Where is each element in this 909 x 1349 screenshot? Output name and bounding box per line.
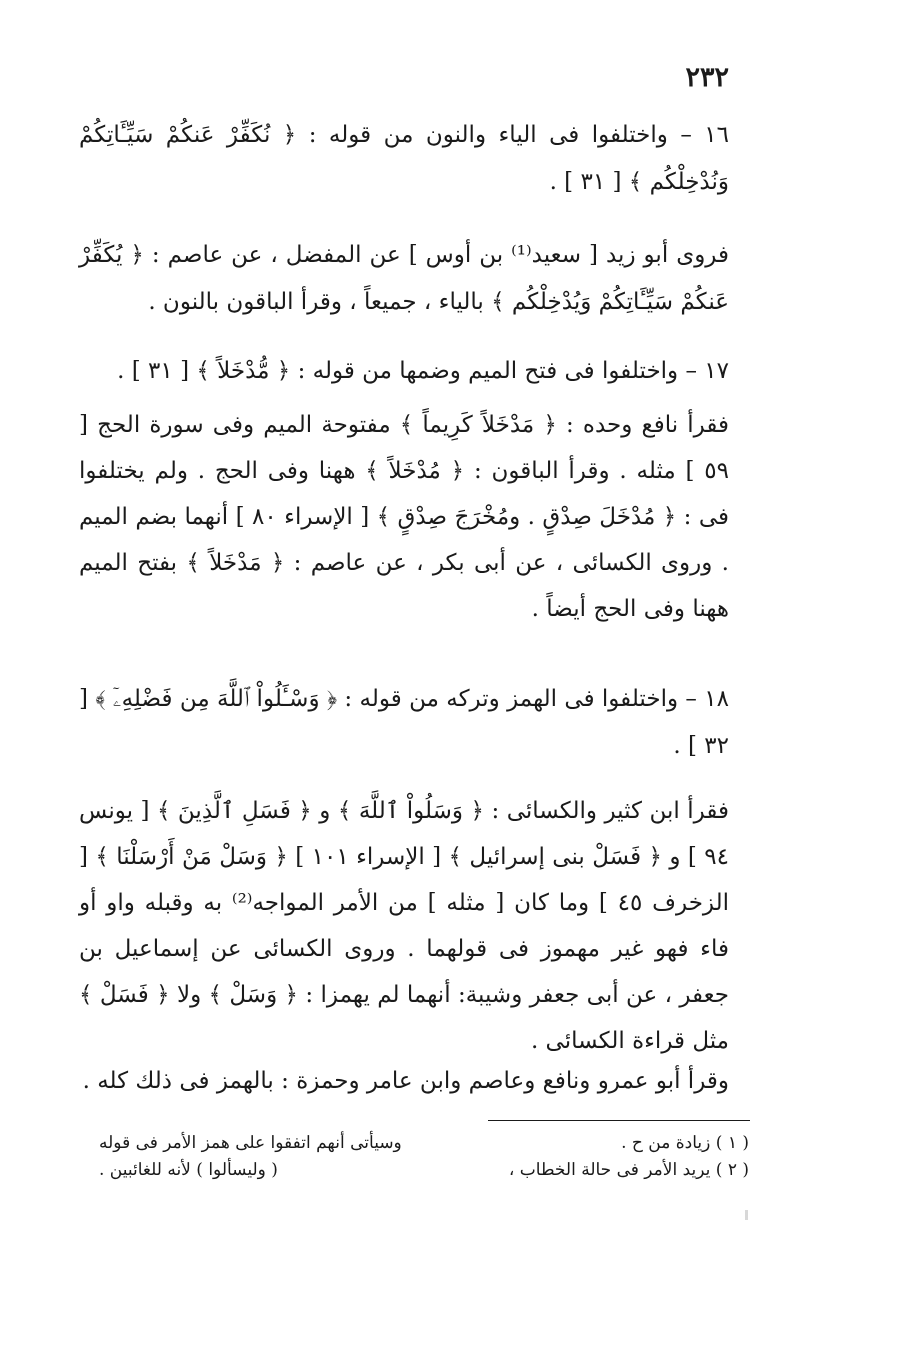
footnote-2-text: ( ٢ ) يريد الأمر فى حالة الخطاب ، — [508, 1160, 749, 1180]
footnote-2 — [99, 1157, 749, 1184]
footnotes — [99, 1130, 749, 1184]
footnote-1 — [99, 1130, 749, 1157]
paragraph-18: ١٨ – واختلفوا فى الهمز وتركه من قوله : ﴿ وَسْـَٔلُواْ ٱللَّهَ مِن فَضْلِهِۦٓ ﴾ [ ٣٢ ] . — [79, 686, 729, 759]
paragraph-16-reading: فروى أبو زيد [ سعيد⁽¹⁾ بن أوس ] عن المفضل ، عن عاصم : ﴿ يُكَفِّرْ عَنكُمْ سَيِّـَٔاتِكُمْ وَيُدْخِلْكُم ﴾ بالياء ، جميعاً ، وقرأ الباقون بالنون . — [79, 242, 729, 315]
paragraph-18-others: وقرأ أبو عمرو ونافع وعاصم وابن عامر وحمزة : بالهمز فى ذلك كله . — [82, 1068, 729, 1094]
footnote-1-text: ( ١ ) زيادة من ح . — [621, 1133, 749, 1153]
paragraph-17: ١٧ – واختلفوا فى فتح الميم وضمها من قوله : ﴿ مُّدْخَلاً ﴾ [ ٣١ ] . — [117, 358, 729, 384]
footnote-divider — [488, 1120, 750, 1121]
paragraph-16: ١٦ – واختلفوا فى الياء والنون من قوله : ﴿ نُكَفِّرْ عَنكُمْ سَيِّـَٔاتِكُمْ وَنُدْخِلْكُم ﴾ [ ٣١ ] . — [79, 122, 729, 195]
scan-speck — [745, 1210, 748, 1220]
paragraph-17-reading: فقرأ نافع وحده : ﴿ مَدْخَلاً كَرِيماً ﴾ مفتوحة الميم وفى سورة الحج [ ٥٩ ] مثله . وقرأ الباقون : ﴿ مُدْخَلاً ﴾ ههنا وفى الحج . ولم يختلفوا فى : ﴿ مُدْخَلَ صِدْقٍ . ومُخْرَجَ صِدْقٍ ﴾ [ الإسراء ٨٠ ] أنهما بضم الميم . وروى الكسائى ، عن أبى بكر ، عن عاصم : ﴿ مَدْخَلاً ﴾ بفتح الميم ههنا وفى الحج أيضاً . — [79, 412, 730, 622]
page-number: ٢٣٢ — [685, 62, 729, 93]
paragraph-18-reading: فقرأ ابن كثير والكسائى : ﴿ وَسَلُواْ ٱللَّهَ ﴾ و ﴿ فَسَلِ ٱلَّذِينَ ﴾ [ يونس ٩٤ ] و ﴿ فَسَلْ بنى إسرائيل ﴾ [ الإسراء ١٠١ ] ﴿ وَسَلْ مَنْ أَرْسَلْنَا ﴾ [ الزخرف ٤٥ ] وما كان [ مثله ] من الأمر المواجه⁽²⁾ به وقبله واو أو فاء فهو غير مهموز فى قولهما . وروى الكسائى عن إسماعيل بن جعفر ، عن أبى جعفر وشيبة: أنهما لم يهمزا : ﴿ وَسَلْ ﴾ ولا ﴿ فَسَلْ ﴾ مثل قراءة الكسائى . — [79, 798, 730, 1054]
footnote-2-continuation-b: ( وليسألوا ) لأنه للغائبين . — [99, 1160, 278, 1180]
footnote-2-continuation-a: وسيأتى أنهم اتفقوا على همز الأمر فى قوله — [99, 1133, 402, 1153]
